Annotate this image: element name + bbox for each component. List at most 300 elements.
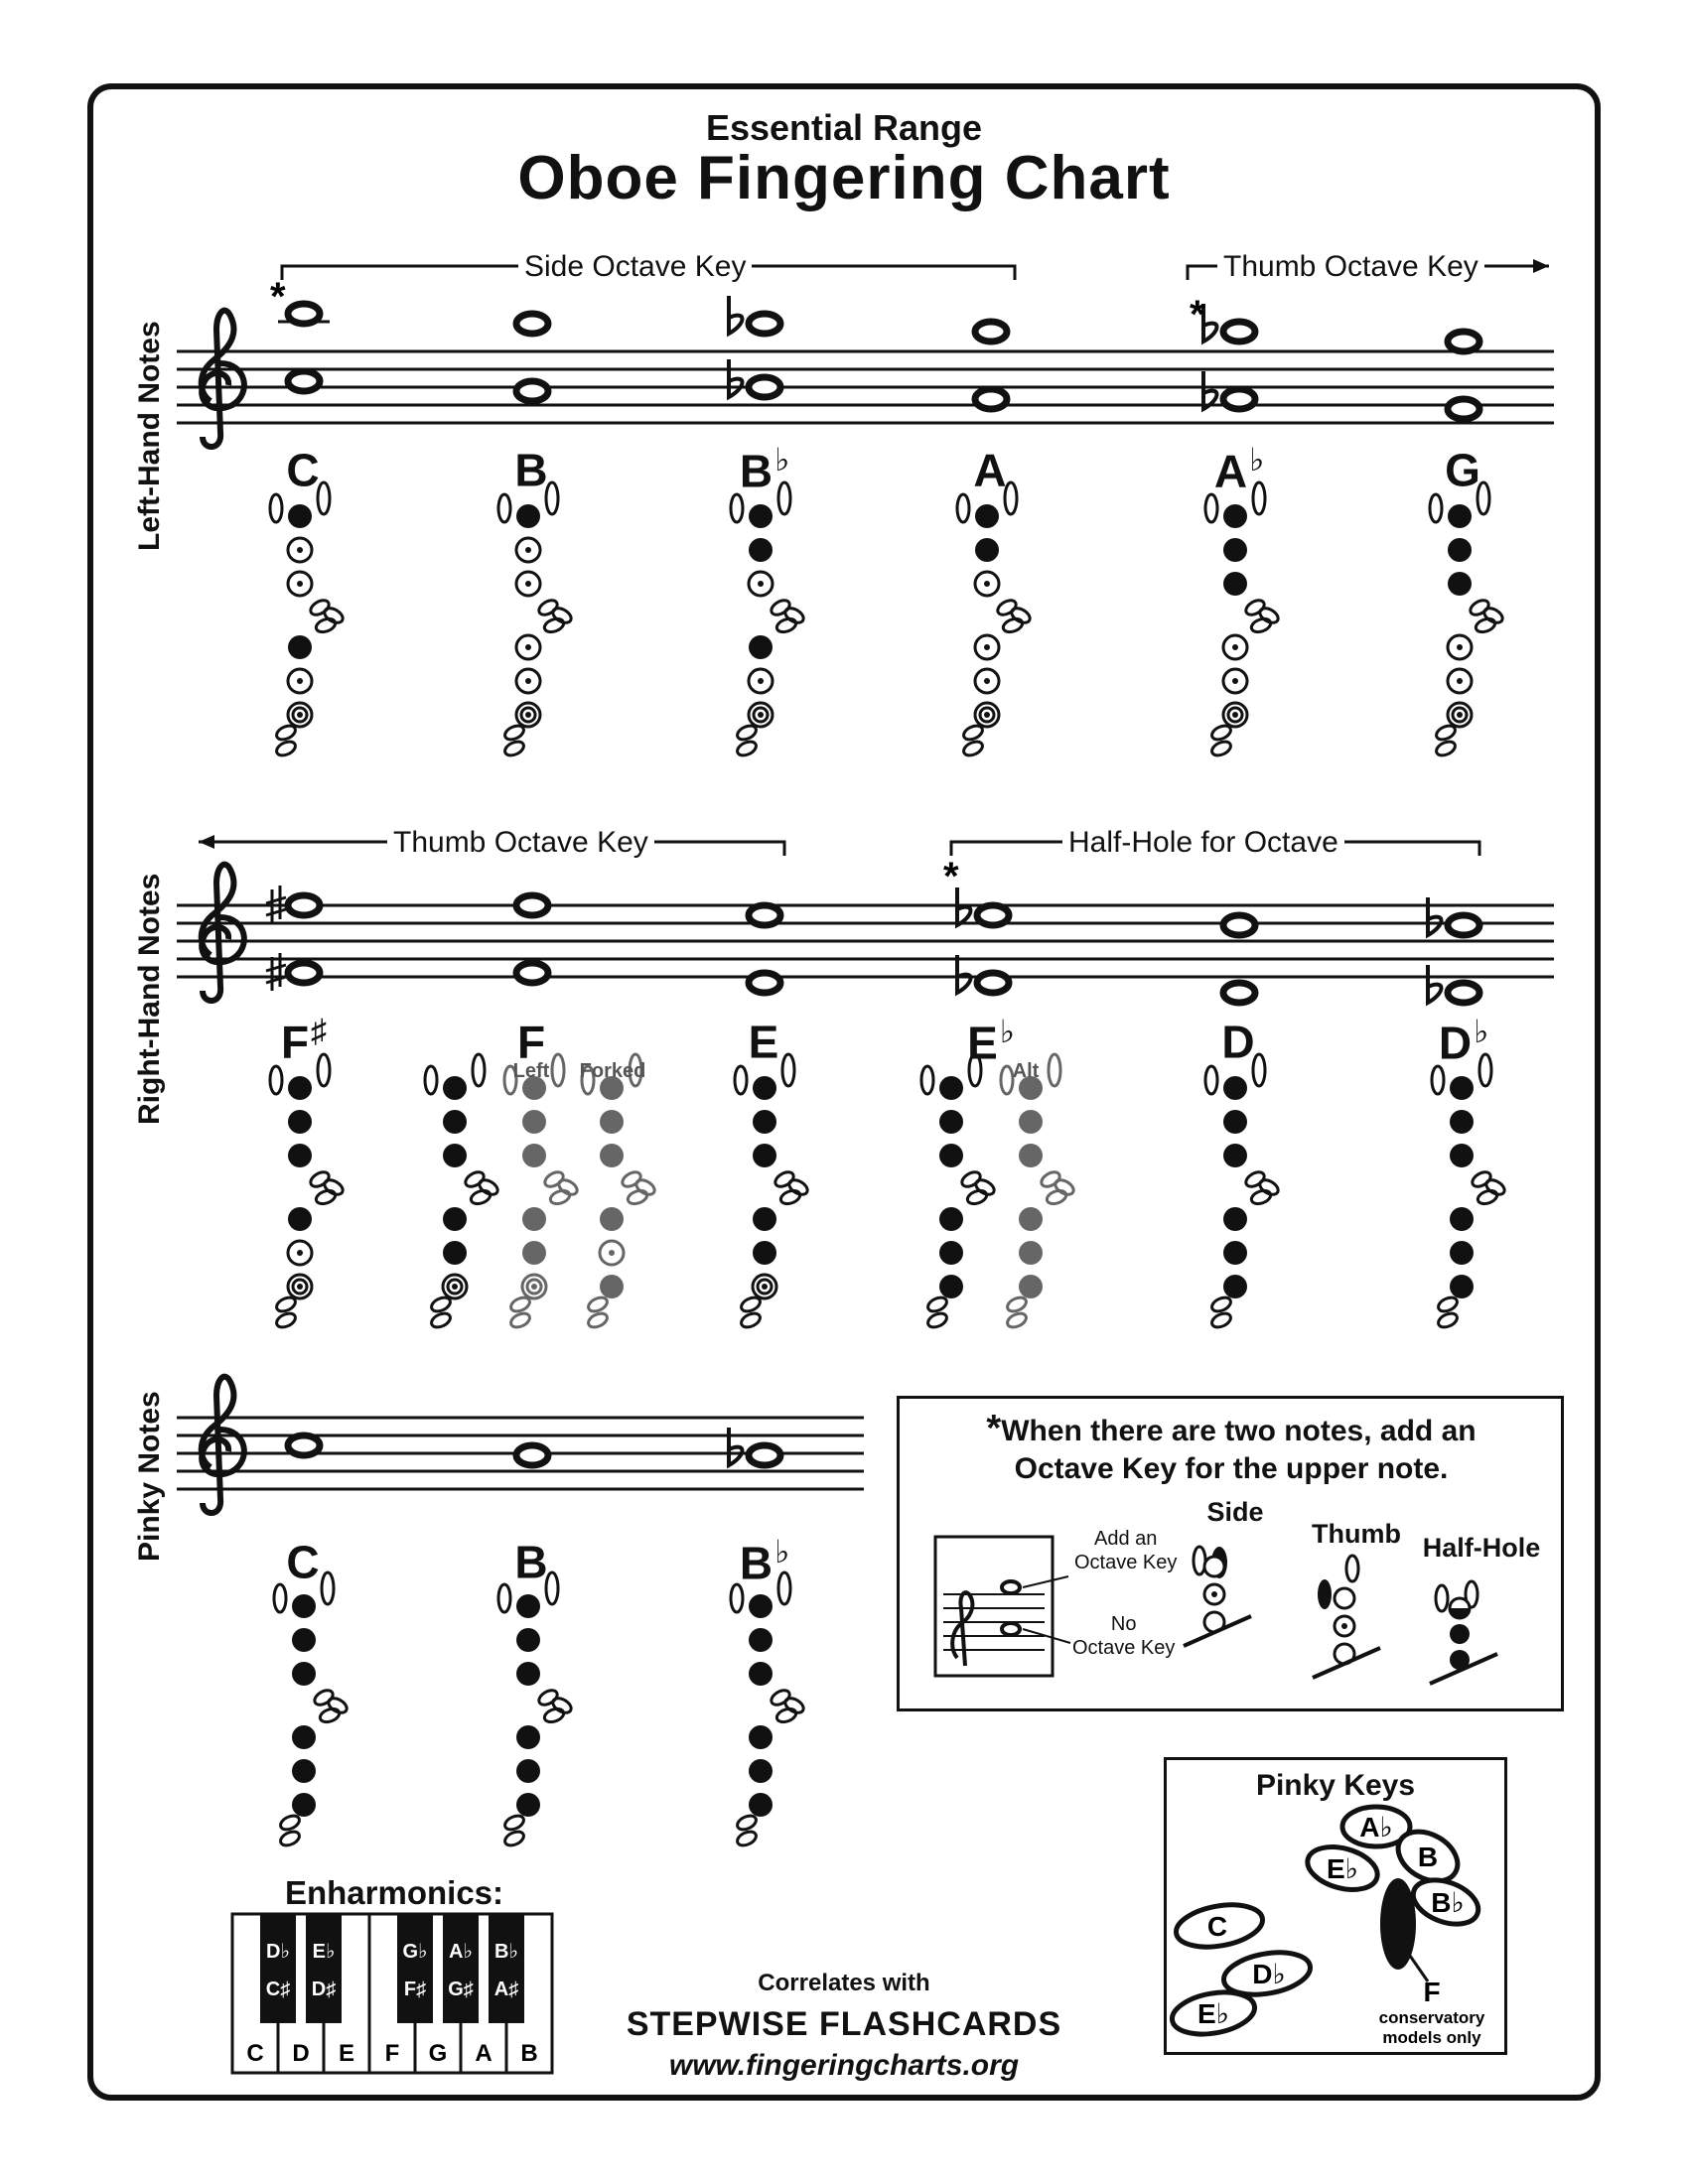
pinky-key (278, 1813, 301, 1832)
hole-dot (1457, 644, 1463, 650)
pinky-key (961, 723, 984, 742)
black-key-bottom: G♯ (448, 1979, 474, 2000)
side-key (315, 616, 338, 634)
hole-dot (609, 1250, 615, 1256)
hole-closed (939, 1076, 963, 1100)
side-key (322, 1177, 345, 1197)
hole-closed (1448, 504, 1472, 528)
footer-correlates: Correlates with (758, 1970, 930, 1996)
white-key-label: B (520, 2040, 538, 2067)
thumb-key (270, 1066, 282, 1094)
pinky-key (735, 723, 758, 742)
pinky-key (502, 723, 525, 742)
pinky-key (735, 1829, 758, 1847)
hole-closed (1450, 1207, 1474, 1231)
hole-dot (297, 581, 303, 587)
pinky-key-a-flat: A♭ (1359, 1812, 1393, 1843)
hole-closed (1223, 1207, 1247, 1231)
hole-closed (753, 1207, 776, 1231)
side-key (627, 1188, 649, 1206)
note-name-f: F (516, 1016, 546, 1068)
key-type-half-hole: Half-Hole (1422, 1533, 1541, 1563)
pinky-key-b: B (1417, 1842, 1439, 1872)
thumb-key (1205, 1066, 1217, 1094)
pinky-key-f-note-2: models only (1382, 2028, 1481, 2047)
pinky-key-e-flat: E♭ (1327, 1853, 1358, 1884)
side-key (775, 1706, 798, 1724)
octave-key-note-text: *When there are two notes, add an Octave Key for the upper note. (986, 1408, 1477, 1485)
pinky-key (735, 739, 758, 757)
note-head (1223, 915, 1255, 935)
note-name-d-flat: D♭ (1438, 1014, 1489, 1069)
pinky-key (961, 739, 984, 757)
flat-sign (729, 1428, 743, 1465)
pinky-key (274, 723, 297, 742)
bracket-thumb-octave-key: Thumb Octave Key (1217, 250, 1484, 284)
side-key (966, 1188, 989, 1206)
black-key (397, 1914, 433, 2023)
hole-closed (288, 1076, 312, 1100)
note-head (749, 973, 780, 993)
hole-dot (762, 1284, 768, 1290)
hole-closed (522, 1110, 546, 1134)
pinky-key (274, 1310, 297, 1329)
pinky-key (502, 1829, 525, 1847)
hole-closed (522, 1241, 546, 1265)
black-key-top: B♭ (494, 1941, 518, 1963)
thumb-key (1205, 494, 1217, 522)
note-head (288, 1435, 320, 1455)
side-key (1257, 1177, 1280, 1197)
fingering-d-flat (1432, 1054, 1507, 1330)
black-key (306, 1914, 342, 2023)
alt-label-left: Left (512, 1060, 550, 1082)
hole-closed (443, 1241, 467, 1265)
pinky-key-f-note-1: conservatory (1378, 2008, 1485, 2027)
hole-closed (516, 1725, 540, 1749)
note-head (1448, 983, 1479, 1003)
hole-closed (1450, 1076, 1474, 1100)
side-key (1477, 1188, 1499, 1206)
hole-closed (939, 1241, 963, 1265)
pinky-key (739, 1310, 762, 1329)
fingering-low-c (274, 1572, 350, 1848)
hole-dot (1232, 678, 1238, 684)
pinky-key (735, 1813, 758, 1832)
note-name-b-flat: B♭ (739, 442, 790, 497)
note-head (1448, 332, 1479, 351)
side-key (1475, 616, 1497, 634)
pinky-key-c: C (1206, 1911, 1228, 1942)
alt-label-forked: Forked (579, 1060, 646, 1082)
black-key (489, 1914, 524, 2023)
note-name-d: D (1221, 1016, 1255, 1068)
white-key-label: C (246, 2040, 264, 2067)
bracket-thumb-octave-key-2: Thumb Octave Key (387, 826, 654, 860)
hole-closed (1223, 1241, 1247, 1265)
note-name-a-flat: A♭ (1213, 442, 1265, 497)
pinky-key (1209, 739, 1232, 757)
flat-sign (1203, 371, 1217, 409)
footer-stepwise: STEPWISE FLASHCARDS (626, 2005, 1062, 2043)
hole-closed (288, 504, 312, 528)
hole-closed (288, 635, 312, 659)
side-key (543, 616, 566, 634)
pinky-key (1209, 723, 1232, 742)
enharmonics-title: Enharmonics: (284, 1874, 504, 1911)
white-key-label: E (338, 2040, 355, 2067)
note-head (975, 322, 1007, 341)
hole-dot (525, 581, 531, 587)
fingering-f-sharp (270, 1054, 346, 1330)
pinky-key-b-flat: B♭ (1431, 1887, 1465, 1918)
pinky-key (274, 739, 297, 757)
note-head (288, 963, 320, 983)
fingering-a-flat (1205, 482, 1281, 758)
pinky-key (429, 1295, 452, 1313)
hole-dot (1457, 712, 1463, 718)
note-name-e-flat: E♭ (967, 1014, 1015, 1069)
pinky-key (274, 1295, 297, 1313)
note-name-low-c: C (286, 1536, 320, 1588)
asterisk-mark: * (270, 275, 286, 319)
white-key-label: G (428, 2040, 448, 2067)
side-key (1250, 616, 1273, 634)
note-head (749, 1445, 780, 1465)
hole-dot (525, 712, 531, 718)
side-key (319, 1706, 342, 1724)
black-key-bottom: C♯ (265, 1979, 291, 2000)
fingering-g (1430, 482, 1505, 758)
black-key (260, 1914, 296, 2023)
staff-row-2 (177, 835, 1554, 1001)
hole-closed (292, 1725, 316, 1749)
hole-closed (753, 1241, 776, 1265)
hole-closed (749, 538, 773, 562)
thumb-key (1432, 1066, 1444, 1094)
hole-closed (753, 1110, 776, 1134)
black-key-top: E♭ (312, 1941, 336, 1963)
hole-closed (1450, 1110, 1474, 1134)
hole-closed (516, 1662, 540, 1686)
hole-closed (443, 1144, 467, 1167)
add-octave-label: Add an Octave Key (1074, 1528, 1178, 1573)
hole-closed (292, 1759, 316, 1783)
note-name-c: C (286, 444, 320, 496)
pinky-key-f: F (1423, 1977, 1441, 2007)
note-head (288, 371, 320, 391)
side-key (556, 1177, 579, 1197)
fingering-f-left (425, 1054, 500, 1330)
note-name-e: E (748, 1016, 779, 1068)
hole-closed (516, 1759, 540, 1783)
pinky-key (1005, 1310, 1028, 1329)
hole-closed (749, 1759, 773, 1783)
hole-closed (939, 1207, 963, 1231)
thumb-key (921, 1066, 933, 1094)
note-head (1223, 983, 1255, 1003)
hole-dot (297, 1284, 303, 1290)
hole-closed (292, 1793, 316, 1817)
pinky-key (502, 739, 525, 757)
pinky-key (925, 1295, 948, 1313)
side-key (633, 1177, 656, 1197)
pinky-keys-title: Pinky Keys (1255, 1769, 1416, 1802)
hole-dot (525, 547, 531, 553)
hole-closed (443, 1207, 467, 1231)
side-key (973, 1177, 996, 1197)
fingering-b (498, 482, 574, 758)
hole-closed (292, 1628, 316, 1652)
flat-sign (1428, 897, 1442, 935)
side-key (779, 1188, 802, 1206)
flat-sign (729, 296, 743, 334)
pinky-key (586, 1310, 609, 1329)
hole-closed (1450, 1275, 1474, 1298)
row-label-right-hand: Right-Hand Notes (133, 873, 166, 1125)
alt-label-alt: Alt (1012, 1060, 1040, 1082)
note-head (516, 1445, 548, 1465)
flat-sign (957, 955, 971, 993)
hole-closed (288, 1110, 312, 1134)
side-key (1046, 1188, 1068, 1206)
hole-closed (1223, 538, 1247, 562)
bracket-half-hole: Half-Hole for Octave (1062, 826, 1344, 860)
hole-closed (749, 1662, 773, 1686)
staff-row-1 (177, 259, 1554, 447)
white-key-label: F (384, 2040, 400, 2067)
footer-url: www.fingeringcharts.org (668, 2049, 1020, 2082)
hole-dot (525, 678, 531, 684)
pinky-key (508, 1295, 531, 1313)
side-key (775, 616, 798, 634)
fingering-low-b-flat (731, 1572, 806, 1848)
asterisk-mark: * (943, 855, 959, 898)
hole-closed (939, 1275, 963, 1298)
pinky-key (1434, 723, 1457, 742)
hole-dot (1232, 644, 1238, 650)
hole-closed (522, 1207, 546, 1231)
pinky-keys-diagram (1164, 1757, 1507, 2055)
pinky-key (586, 1295, 609, 1313)
hole-closed (292, 1662, 316, 1686)
black-key-bottom: F♯ (403, 1979, 427, 2000)
note-name-low-b: B (514, 1536, 548, 1588)
hole-dot (297, 712, 303, 718)
hole-closed (292, 1594, 316, 1618)
hole-closed (975, 504, 999, 528)
hole-closed (600, 1144, 624, 1167)
chart-subtitle: Essential Range (705, 107, 983, 148)
side-key (477, 1177, 499, 1197)
hole-closed (1223, 572, 1247, 596)
note-name-g: G (1445, 444, 1480, 496)
hole-closed (600, 1110, 624, 1134)
side-key (543, 1706, 566, 1724)
hole-closed (1450, 1241, 1474, 1265)
note-name-f-sharp: F♯ (280, 1013, 328, 1068)
hole-closed (516, 1628, 540, 1652)
hole-closed (1223, 1275, 1247, 1298)
note-head (516, 963, 548, 983)
fingering-c (270, 482, 346, 758)
side-key (1257, 606, 1280, 625)
hole-closed (749, 1793, 773, 1817)
side-key (1481, 606, 1504, 625)
side-key (782, 606, 805, 625)
note-head (975, 389, 1007, 409)
no-octave-label: No Octave Key (1072, 1613, 1176, 1659)
note-head (1448, 399, 1479, 419)
hole-dot (758, 581, 764, 587)
hole-closed (749, 504, 773, 528)
fingering-e (735, 1054, 810, 1330)
hole-closed (1223, 504, 1247, 528)
hole-closed (1019, 1207, 1043, 1231)
hole-closed (443, 1110, 467, 1134)
fingering-a (957, 482, 1033, 758)
thumb-key (731, 494, 743, 522)
side-key (782, 1696, 805, 1715)
hole-closed (939, 1110, 963, 1134)
pinky-key (739, 1295, 762, 1313)
chart-title: Oboe Fingering Chart (517, 144, 1171, 212)
black-key-top: D♭ (266, 1941, 290, 1963)
thumb-key (270, 494, 282, 522)
hole-closed (1019, 1144, 1043, 1167)
note-head (749, 314, 780, 334)
pinky-key (1005, 1295, 1028, 1313)
pinky-key (1434, 739, 1457, 757)
fingering-e-flat (921, 1054, 997, 1330)
side-key (322, 606, 345, 625)
hole-closed (749, 1725, 773, 1749)
hole-closed (1448, 572, 1472, 596)
pinky-key (429, 1310, 452, 1329)
side-key (1053, 1177, 1075, 1197)
side-key (1483, 1177, 1506, 1197)
fingering-b-flat (731, 482, 806, 758)
hole-closed (443, 1076, 467, 1100)
note-name-b: B (514, 444, 548, 496)
fingering-e-flat-alt (1001, 1054, 1076, 1330)
thumb-key (735, 1066, 747, 1094)
pinky-key (278, 1829, 301, 1847)
black-key-bottom: D♯ (311, 1979, 337, 2000)
note-head (977, 973, 1009, 993)
bracket-side-octave-key: Side Octave Key (518, 250, 752, 284)
hole-closed (975, 538, 999, 562)
note-name-a: A (973, 444, 1007, 496)
note-head (288, 895, 320, 915)
white-key-label: A (475, 2040, 492, 2067)
hole-closed (753, 1144, 776, 1167)
flat-sign (1203, 304, 1217, 341)
side-key (326, 1696, 349, 1715)
note-head (749, 905, 780, 925)
hole-closed (516, 1793, 540, 1817)
side-key (550, 606, 573, 625)
pinky-key (1436, 1295, 1459, 1313)
hole-closed (1019, 1241, 1043, 1265)
note-head (516, 895, 548, 915)
side-key (1009, 606, 1032, 625)
hole-dot (297, 1250, 303, 1256)
hole-dot (1232, 712, 1238, 718)
side-key (1002, 616, 1025, 634)
pinky-key-d-flat: D♭ (1252, 1959, 1286, 1989)
enharmonics-keyboard (230, 1912, 562, 2077)
thumb-key (498, 494, 510, 522)
key-type-thumb: Thumb (1312, 1519, 1401, 1549)
fingering-low-b (498, 1572, 574, 1848)
hole-closed (749, 635, 773, 659)
note-head (516, 381, 548, 401)
hole-dot (758, 678, 764, 684)
pinky-key-low-e-flat: E♭ (1197, 1998, 1229, 2029)
hole-dot (1457, 678, 1463, 684)
hole-closed (516, 1594, 540, 1618)
thumb-key (957, 494, 969, 522)
flat-sign (729, 359, 743, 397)
black-key-top: G♭ (402, 1941, 428, 1963)
hole-dot (758, 712, 764, 718)
hole-closed (1450, 1144, 1474, 1167)
note-head (516, 314, 548, 334)
pinky-key (1436, 1310, 1459, 1329)
flat-sign (1428, 965, 1442, 1003)
hole-closed (1019, 1275, 1043, 1298)
hole-dot (297, 678, 303, 684)
hole-closed (753, 1076, 776, 1100)
hole-closed (939, 1144, 963, 1167)
fingering-d (1205, 1054, 1281, 1330)
hole-closed (600, 1207, 624, 1231)
hole-closed (288, 1144, 312, 1167)
asterisk-mark: * (1190, 293, 1205, 337)
hole-dot (297, 547, 303, 553)
side-key (315, 1188, 338, 1206)
side-key (470, 1188, 492, 1206)
white-key-label: D (292, 2040, 310, 2067)
pinky-key (1209, 1295, 1232, 1313)
hole-closed (1448, 538, 1472, 562)
hole-closed (1223, 1076, 1247, 1100)
fingering-f-left-alt (504, 1054, 580, 1330)
note-head (1223, 322, 1255, 341)
pinky-key (508, 1310, 531, 1329)
note-head (977, 905, 1009, 925)
hole-dot (525, 644, 531, 650)
hole-closed (749, 1594, 773, 1618)
side-key (550, 1696, 573, 1715)
side-key (786, 1177, 809, 1197)
hole-dot (984, 678, 990, 684)
black-key (443, 1914, 479, 2023)
note-head (1223, 389, 1255, 409)
fingering-f-forked (582, 1054, 657, 1330)
note-name-low-b-flat: B♭ (739, 1534, 790, 1589)
note-head (1448, 915, 1479, 935)
key-type-side: Side (1206, 1497, 1264, 1527)
hole-closed (516, 504, 540, 528)
black-key-top: A♭ (449, 1941, 473, 1963)
hole-closed (1223, 1110, 1247, 1134)
hole-dot (984, 581, 990, 587)
hole-dot (452, 1284, 458, 1290)
thumb-key (425, 1066, 437, 1094)
row-label-pinky: Pinky Notes (133, 1391, 166, 1562)
